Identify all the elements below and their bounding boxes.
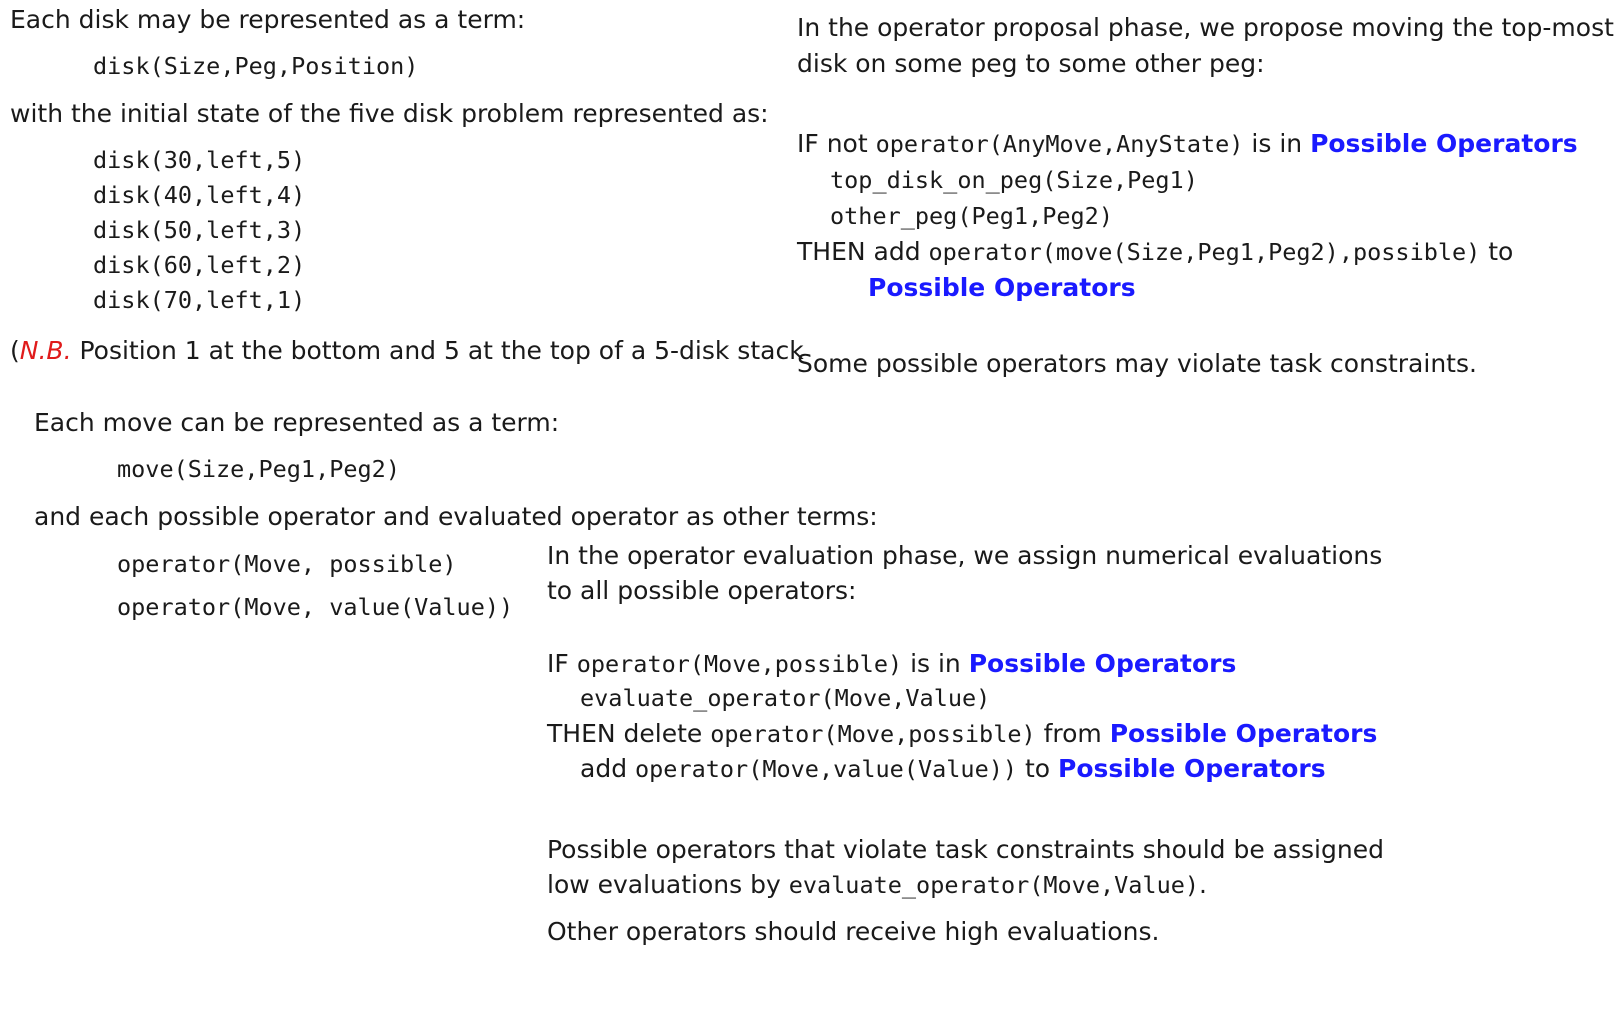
evaluation-condition-1: evaluate_operator(Move,Value) — [580, 684, 991, 712]
violate-note: Some possible operators may violate task constraints. — [797, 349, 1477, 378]
proposal-if-line — [797, 126, 1578, 162]
possible-operators-ref: Possible Operators — [868, 273, 1136, 302]
operator-intro-text: and each possible operator and evaluated operator as other terms: — [34, 502, 878, 531]
proposal-rule — [797, 126, 1578, 306]
possible-operators-ref: Possible Operators — [968, 649, 1237, 678]
evaluation-add-line — [547, 751, 1377, 786]
disk-item: disk(50,left,3) — [93, 216, 306, 244]
is-in-text: is in — [902, 649, 969, 678]
then-keyword: THEN — [547, 719, 624, 748]
delete-keyword: delete — [623, 719, 711, 748]
then-keyword: THEN — [797, 237, 874, 266]
if-condition-term: operator(Move,possible) — [576, 650, 903, 678]
to-text: to — [1017, 754, 1059, 783]
evaluation-intro — [547, 538, 1382, 608]
not-keyword: not — [826, 129, 876, 158]
evaluation-rule — [547, 646, 1377, 786]
possible-operators-ref: Possible Operators — [1109, 719, 1378, 748]
nb-label: N.B. — [19, 336, 72, 365]
add-keyword: add — [580, 754, 636, 783]
evaluate-operator-term: evaluate_operator(Move,Value) — [788, 871, 1200, 899]
proposal-condition-2: other_peg(Peg1,Peg2) — [830, 202, 1113, 230]
if-condition-term: operator(AnyMove,AnyState) — [875, 130, 1244, 158]
disk-item: disk(60,left,2) — [93, 251, 306, 279]
from-text: from — [1035, 719, 1110, 748]
move-term: move(Size,Peg1,Peg2) — [117, 455, 400, 483]
evaluation-note-line — [547, 867, 1384, 902]
note-suffix: . — [1199, 870, 1207, 899]
move-intro-text: Each move can be represented as a term: — [34, 408, 560, 437]
nb-open-paren: ( — [10, 336, 20, 365]
operator-possible-term: operator(Move, possible) — [117, 550, 457, 578]
evaluation-note-2: Other operators should receive high evaluations. — [547, 917, 1160, 946]
nb-text: Position 1 at the bottom and 5 at the top of a 5-disk stack — [71, 336, 804, 365]
nb-note — [10, 333, 804, 368]
evaluation-then-line — [547, 716, 1377, 751]
to-text: to — [1480, 237, 1514, 266]
evaluation-intro-line: In the operator evaluation phase, we assign numerical evaluations — [547, 541, 1383, 570]
initial-state-intro: with the initial state of the five disk problem represented as: — [10, 99, 769, 128]
evaluation-intro-line: to all possible operators: — [547, 576, 857, 605]
disk-list — [93, 143, 305, 318]
possible-operators-ref: Possible Operators — [1058, 754, 1326, 783]
disk-item: disk(30,left,5) — [93, 146, 306, 174]
if-keyword: IF — [547, 649, 577, 678]
evaluation-if-line — [547, 646, 1377, 681]
disk-item: disk(70,left,1) — [93, 286, 306, 314]
disk-term: disk(Size,Peg,Position) — [93, 52, 419, 80]
possible-operators-ref: Possible Operators — [1310, 129, 1578, 158]
proposal-intro-line: In the operator proposal phase, we propose moving the top-most — [797, 13, 1614, 42]
then-action-term: operator(move(Size,Peg1,Peg2),possible) — [928, 238, 1481, 266]
add-keyword: add — [873, 237, 929, 266]
disk-item: disk(40,left,4) — [93, 181, 306, 209]
is-in-text: is in — [1243, 129, 1311, 158]
delete-term: operator(Move,possible) — [710, 720, 1036, 748]
proposal-intro — [797, 10, 1614, 82]
evaluation-note-1 — [547, 832, 1384, 902]
proposal-then-line — [797, 234, 1578, 270]
note-prefix: low evaluations by — [547, 870, 789, 899]
if-keyword: IF — [797, 129, 827, 158]
proposal-condition-1: top_disk_on_peg(Size,Peg1) — [830, 166, 1198, 194]
evaluation-note-line: Possible operators that violate task constraints should be assigned — [547, 835, 1384, 864]
add-term: operator(Move,value(Value)) — [635, 755, 1018, 783]
operator-value-term: operator(Move, value(Value)) — [117, 593, 514, 621]
disk-intro-text: Each disk may be represented as a term: — [10, 5, 526, 34]
proposal-intro-line: disk on some peg to some other peg: — [797, 49, 1265, 78]
